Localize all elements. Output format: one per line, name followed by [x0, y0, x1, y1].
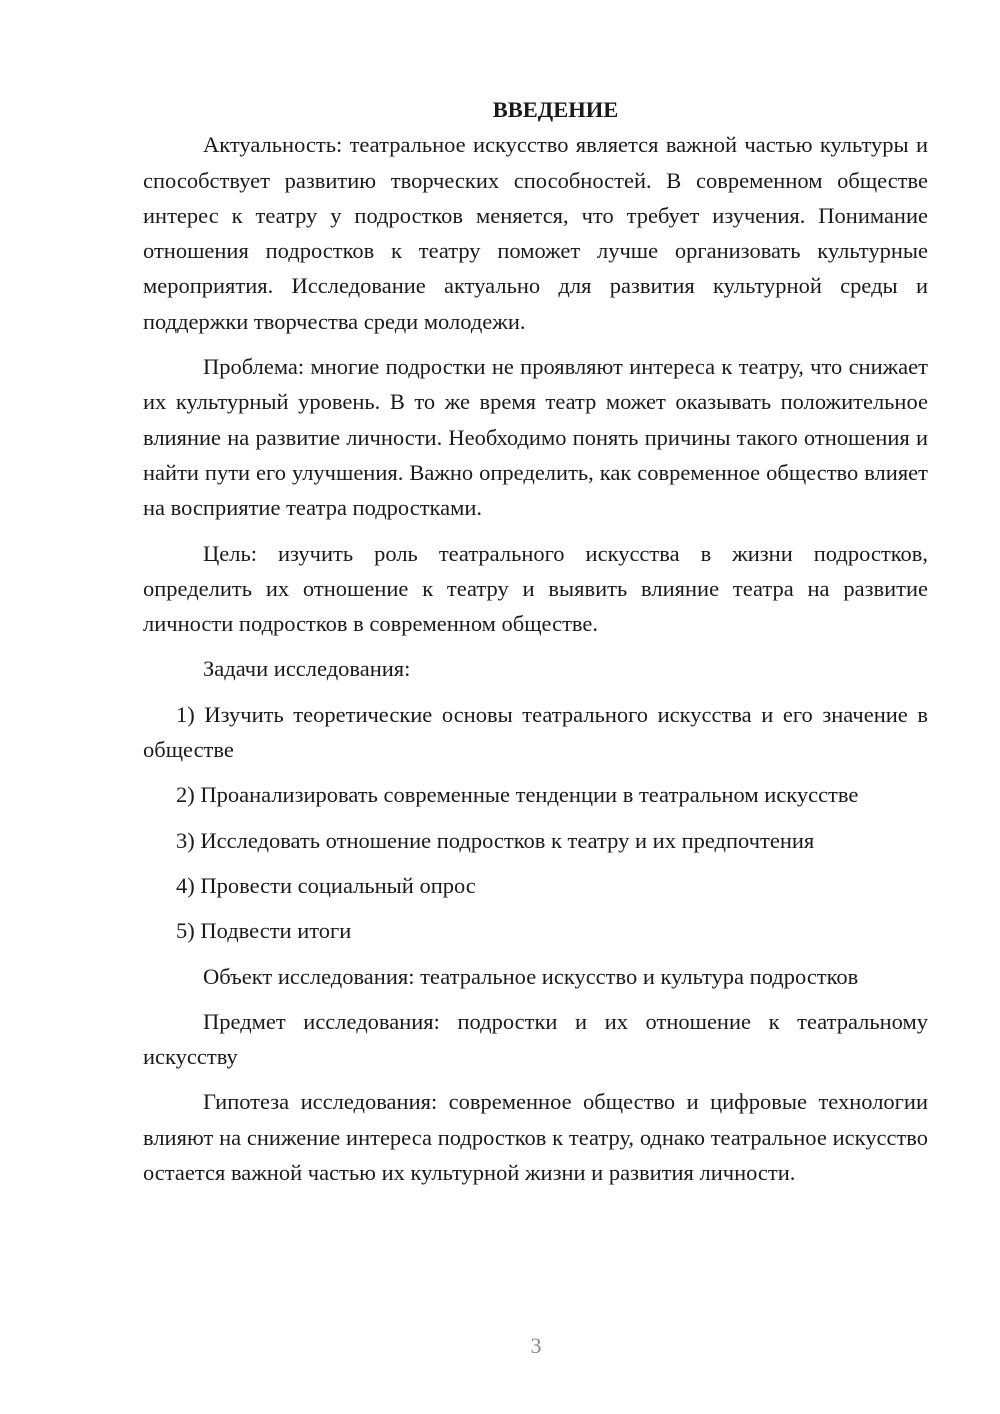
page-number: 3 [530, 1333, 542, 1358]
task-item: 3) Исследовать отношение подростков к театру и их предпочтения [176, 827, 815, 853]
task-list [143, 697, 928, 949]
page-content [143, 92, 928, 1200]
paragraph-tasks-heading: Задачи исследования: [203, 656, 411, 682]
task-item: 2) Проанализировать современные тенденции в театральном искусстве [176, 782, 859, 808]
task-item: 5) Подвести итоги [176, 918, 352, 944]
paragraph-goal: Цель: изучить роль театрального искусства в жизни подростков, определить их отношение к театру и выявить влияние театра на развитие личности подростков в современном обществе. [143, 540, 928, 637]
paragraph-subject: Предмет исследования: подростки и их отношение к театральному искусству [143, 1008, 928, 1070]
paragraph-hypothesis: Гипотеза исследования: современное общество и цифровые технологии влияют на снижение интереса подростков к театру, однако театральное искусство остается важной частью их культурной жизни и развития личности. [143, 1089, 928, 1186]
section-title: ВВЕДЕНИЕ [492, 97, 619, 122]
task-item: 1) Изучить теоретические основы театрального искусства и его значение в обществе [143, 701, 928, 763]
paragraph-relevance: Актуальность: театральное искусство является важной частью культуры и способствует развитию творческих способностей. В современном обществе интерес к театру у подростков меняется, что требует изучения. Понимание отношения подростков к театру поможет лучше организовать культурные мероприятия. Исследование актуально для развития культурной среды и поддержки творчества среди молодежи. [143, 132, 928, 334]
paragraph-problem: Проблема: многие подростки не проявляют интереса к театру, что снижает их культурный уровень. В то же время театр может оказывать положительное влияние на развитие личности. Необходимо понять причины такого отношения и найти пути его улучшения. Важно определить, как современное общество влияет на восприятие театра подростками. [143, 354, 928, 521]
paragraph-object: Объект исследования: театральное искусство и культура подростков [203, 963, 859, 989]
task-item: 4) Провести социальный опрос [176, 872, 476, 898]
